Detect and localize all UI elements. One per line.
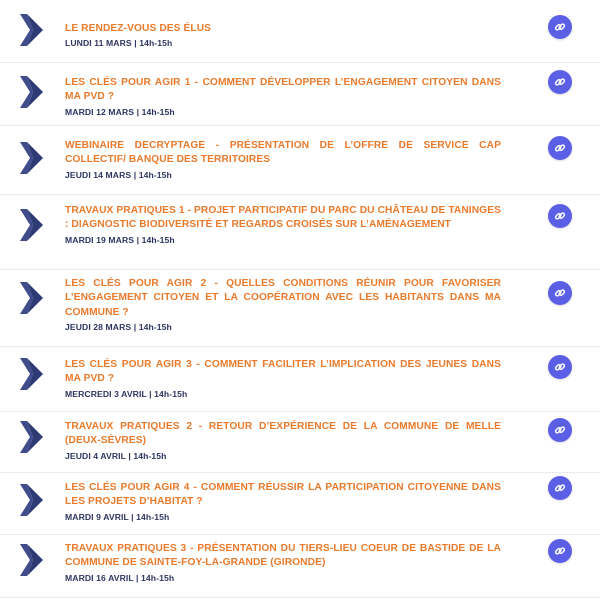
- list-item: [0, 347, 600, 412]
- list-item: [0, 0, 600, 63]
- link-icon: [554, 361, 566, 373]
- diamond-icon: [17, 282, 49, 314]
- list-item: [0, 126, 600, 195]
- event-link-button[interactable]: [548, 418, 572, 442]
- event-title[interactable]: LES CLÉS POUR AGIR 4 - COMMENT RÉUSSIR LA PARTICIPATION CITOYENNE DANS LES PROJETS D’HABITAT ?: [65, 482, 501, 508]
- event-link-button[interactable]: [548, 281, 572, 305]
- event-link-button[interactable]: [548, 355, 572, 379]
- diamond-icon: [17, 544, 49, 576]
- event-title[interactable]: LES CLÉS POUR AGIR 2 - QUELLES CONDITIONS RÉUNIR POUR FAVORISER L’ENGAGEMENT CITOYEN ET LA COOPÉRATION AVEC LES HABITANTS DANS MA COMMUNE ?: [65, 278, 501, 318]
- event-date: LUNDI 11 MARS | 14h-15h: [65, 38, 173, 49]
- diamond-icon: [17, 76, 49, 108]
- event-title[interactable]: LES CLÉS POUR AGIR 3 - COMMENT FACILITER L’IMPLICATION DES JEUNES DANS MA PVD ?: [65, 359, 501, 385]
- event-link-button[interactable]: [548, 70, 572, 94]
- event-date: JEUDI 14 MARS | 14h-15h: [65, 169, 172, 180]
- diamond-icon: [17, 14, 49, 46]
- list-item: [0, 63, 600, 126]
- link-icon: [554, 545, 566, 557]
- link-icon: [554, 424, 566, 436]
- list-item: [0, 535, 600, 598]
- event-date: MARDI 19 MARS | 14h-15h: [65, 234, 175, 245]
- link-icon: [554, 76, 566, 88]
- event-title[interactable]: LES CLÉS POUR AGIR 1 - COMMENT DÉVELOPPER L’ENGAGEMENT CITOYEN DANS MA PVD ?: [65, 77, 501, 103]
- link-icon: [554, 482, 566, 494]
- diamond-icon: [17, 209, 49, 241]
- event-date: MARDI 12 MARS | 14h-15h: [65, 106, 175, 117]
- event-date: MARDI 16 AVRIL | 14h-15h: [65, 572, 175, 583]
- event-title[interactable]: TRAVAUX PRATIQUES 2 - RETOUR D’EXPÉRIENCE DE LA COMMUNE DE MELLE (DEUX-SÈVRES): [65, 421, 501, 447]
- event-date: JEUDI 28 MARS | 14h-15h: [65, 321, 172, 332]
- diamond-icon: [17, 142, 49, 174]
- list-item: [0, 195, 600, 270]
- event-date: MERCREDI 3 AVRIL | 14h-15h: [65, 388, 188, 399]
- link-icon: [554, 210, 566, 222]
- event-link-button[interactable]: [548, 136, 572, 160]
- diamond-icon: [17, 421, 49, 453]
- list-item: [0, 412, 600, 473]
- event-link-button[interactable]: [548, 15, 572, 39]
- diamond-icon: [17, 484, 49, 516]
- event-title[interactable]: LE RENDEZ-VOUS DES ÉLUS: [65, 23, 212, 34]
- event-link-button[interactable]: [548, 204, 572, 228]
- event-link-button[interactable]: [548, 476, 572, 500]
- link-icon: [554, 287, 566, 299]
- event-date: JEUDI 4 AVRIL | 14h-15h: [65, 450, 167, 461]
- event-title[interactable]: TRAVAUX PRATIQUES 1 - PROJET PARTICIPATIF DU PARC DU CHÂTEAU DE TANINGES : DIAGNOSTIC BIODIVERSITÉ ET REGARDS CROISÉS SUR L’AMÉNAGEMENT: [65, 205, 501, 231]
- event-link-button[interactable]: [548, 539, 572, 563]
- link-icon: [554, 21, 566, 33]
- list-item: [0, 473, 600, 535]
- list-item: [0, 270, 600, 347]
- event-title[interactable]: TRAVAUX PRATIQUES 3 - PRÉSENTATION DU TIERS-LIEU COEUR DE BASTIDE DE LA COMMUNE DE SAINTE-FOY-LA-GRANDE (GIRONDE): [65, 543, 501, 569]
- diamond-icon: [17, 358, 49, 390]
- event-date: MARDI 9 AVRIL | 14h-15h: [65, 511, 170, 522]
- link-icon: [554, 142, 566, 154]
- event-title[interactable]: WEBINAIRE DECRYPTAGE - PRÉSENTATION DE L’OFFRE DE SERVICE CAP COLLECTIF/ BANQUE DES TERRITOIRES: [65, 140, 501, 166]
